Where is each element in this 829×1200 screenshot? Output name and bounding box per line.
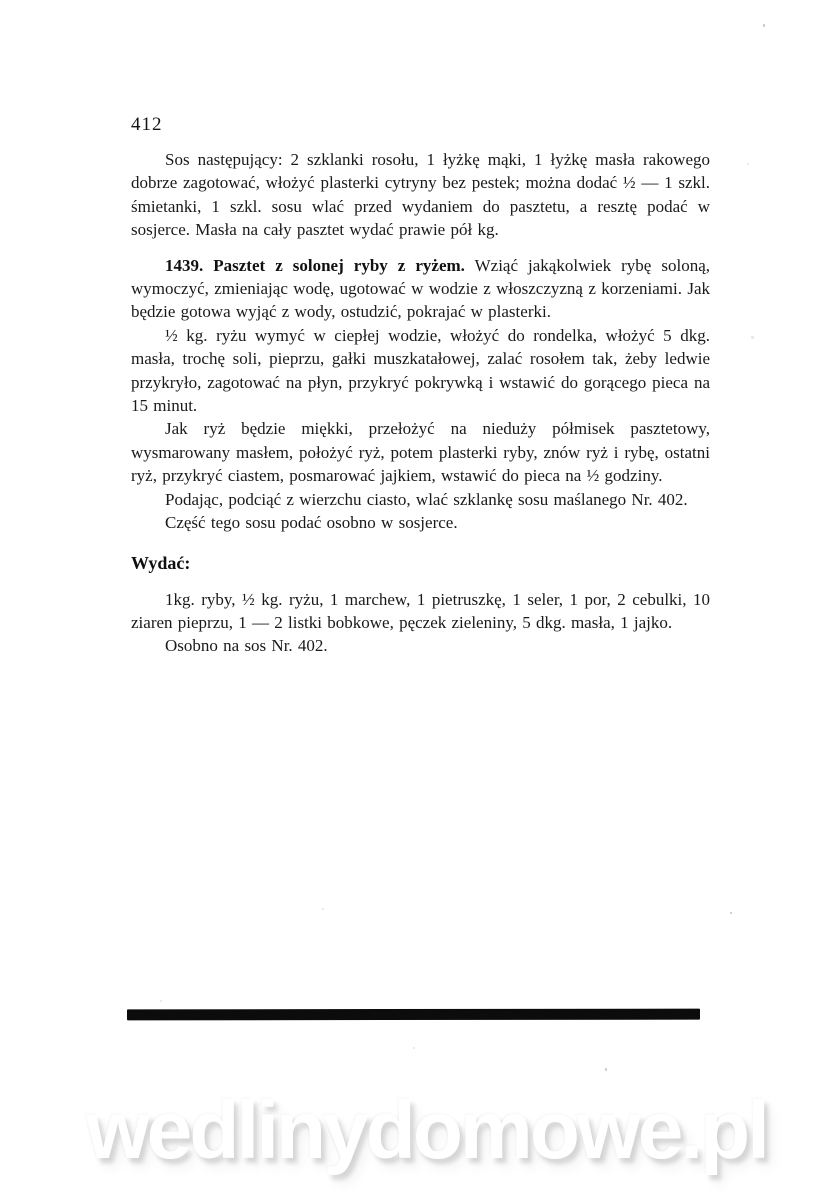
recipe-opening-paragraph xyxy=(131,254,710,324)
scan-speck xyxy=(413,1047,415,1049)
page-number: 412 xyxy=(131,114,163,135)
rice-preparation-paragraph: ½ kg. ryżu wymyć w ciepłej wodzie, włożyć do rondelka, włożyć 5 dkg. masła, trochę soli, pieprzu, gałki muszkatałowej, zalać rosołem tak, żeby ledwie przykryło, zagotować na płyn, przykryć pokrywką i wstawić do gorącego pieca na 15 minut. xyxy=(131,325,710,416)
recipe-intro-text: Wziąć jakąkolwiek rybę soloną, wymoczyć, zmieniając wodę, ugotować w wodzie z włoszczyzną z korzeniami. Jak będzie gotowa wyjąć z wody, ostudzić, pokrajać w plasterki. xyxy=(131,255,710,322)
section-divider-bar xyxy=(127,1009,700,1021)
scan-speck xyxy=(605,1068,607,1071)
scan-speck xyxy=(730,912,732,914)
recipe-title: 1439. Pasztet z solonej ryby z ryżem. xyxy=(165,255,465,275)
scan-speck xyxy=(747,163,749,165)
yield-heading: Wydać: xyxy=(131,552,191,573)
ingredients-paragraph: 1kg. ryby, ½ kg. ryżu, 1 marchew, 1 pietruszkę, 1 seler, 1 por, 2 cebulki, 10 ziaren pieprzu, 1 — 2 listki bobkowe, pęczek zieleniny, 5 dkg. masła, 1 jajko. xyxy=(131,589,710,632)
sauce-continuation-paragraph: Sos następujący: 2 szklanki rosołu, 1 łyżkę mąki, 1 łyżkę masła rakowego dobrze zagotować, włożyć plasterki cytryny bez pestek; można dodać ½ — 1 szkl. śmietanki, 1 szkl. sosu wlać przed wydaniem do pasztetu, a resztę podać w sosjerce. Masła na cały pasztet wydać prawie pół kg. xyxy=(131,150,710,240)
scan-speck xyxy=(751,336,754,339)
recipe-text-block xyxy=(131,148,710,658)
scan-speck xyxy=(322,908,324,910)
scan-speck xyxy=(160,1000,162,1002)
assembly-paragraph: Jak ryż będzie miękki, przełożyć na nieduży półmisek pasztetowy, wysmarowany masłem, położyć ryż, potem plasterki ryby, znów ryż i rybę, ostatni ryż, przykryć ciastem, posmarować jajkiem, wstawić do pieca na ½ godziny. xyxy=(131,419,710,486)
scan-speck xyxy=(763,24,765,27)
sauce-aside-paragraph: Część tego sosu podać osobno w sosjerce. xyxy=(165,513,458,533)
serving-paragraph: Podając, podciąć z wierzchu ciasto, wlać szklankę sosu maślanego Nr. 402. xyxy=(165,489,688,509)
separate-sauce-paragraph: Osobno na sos Nr. 402. xyxy=(165,636,328,656)
watermark-text: wedlinydomowe.pl xyxy=(86,1085,767,1176)
